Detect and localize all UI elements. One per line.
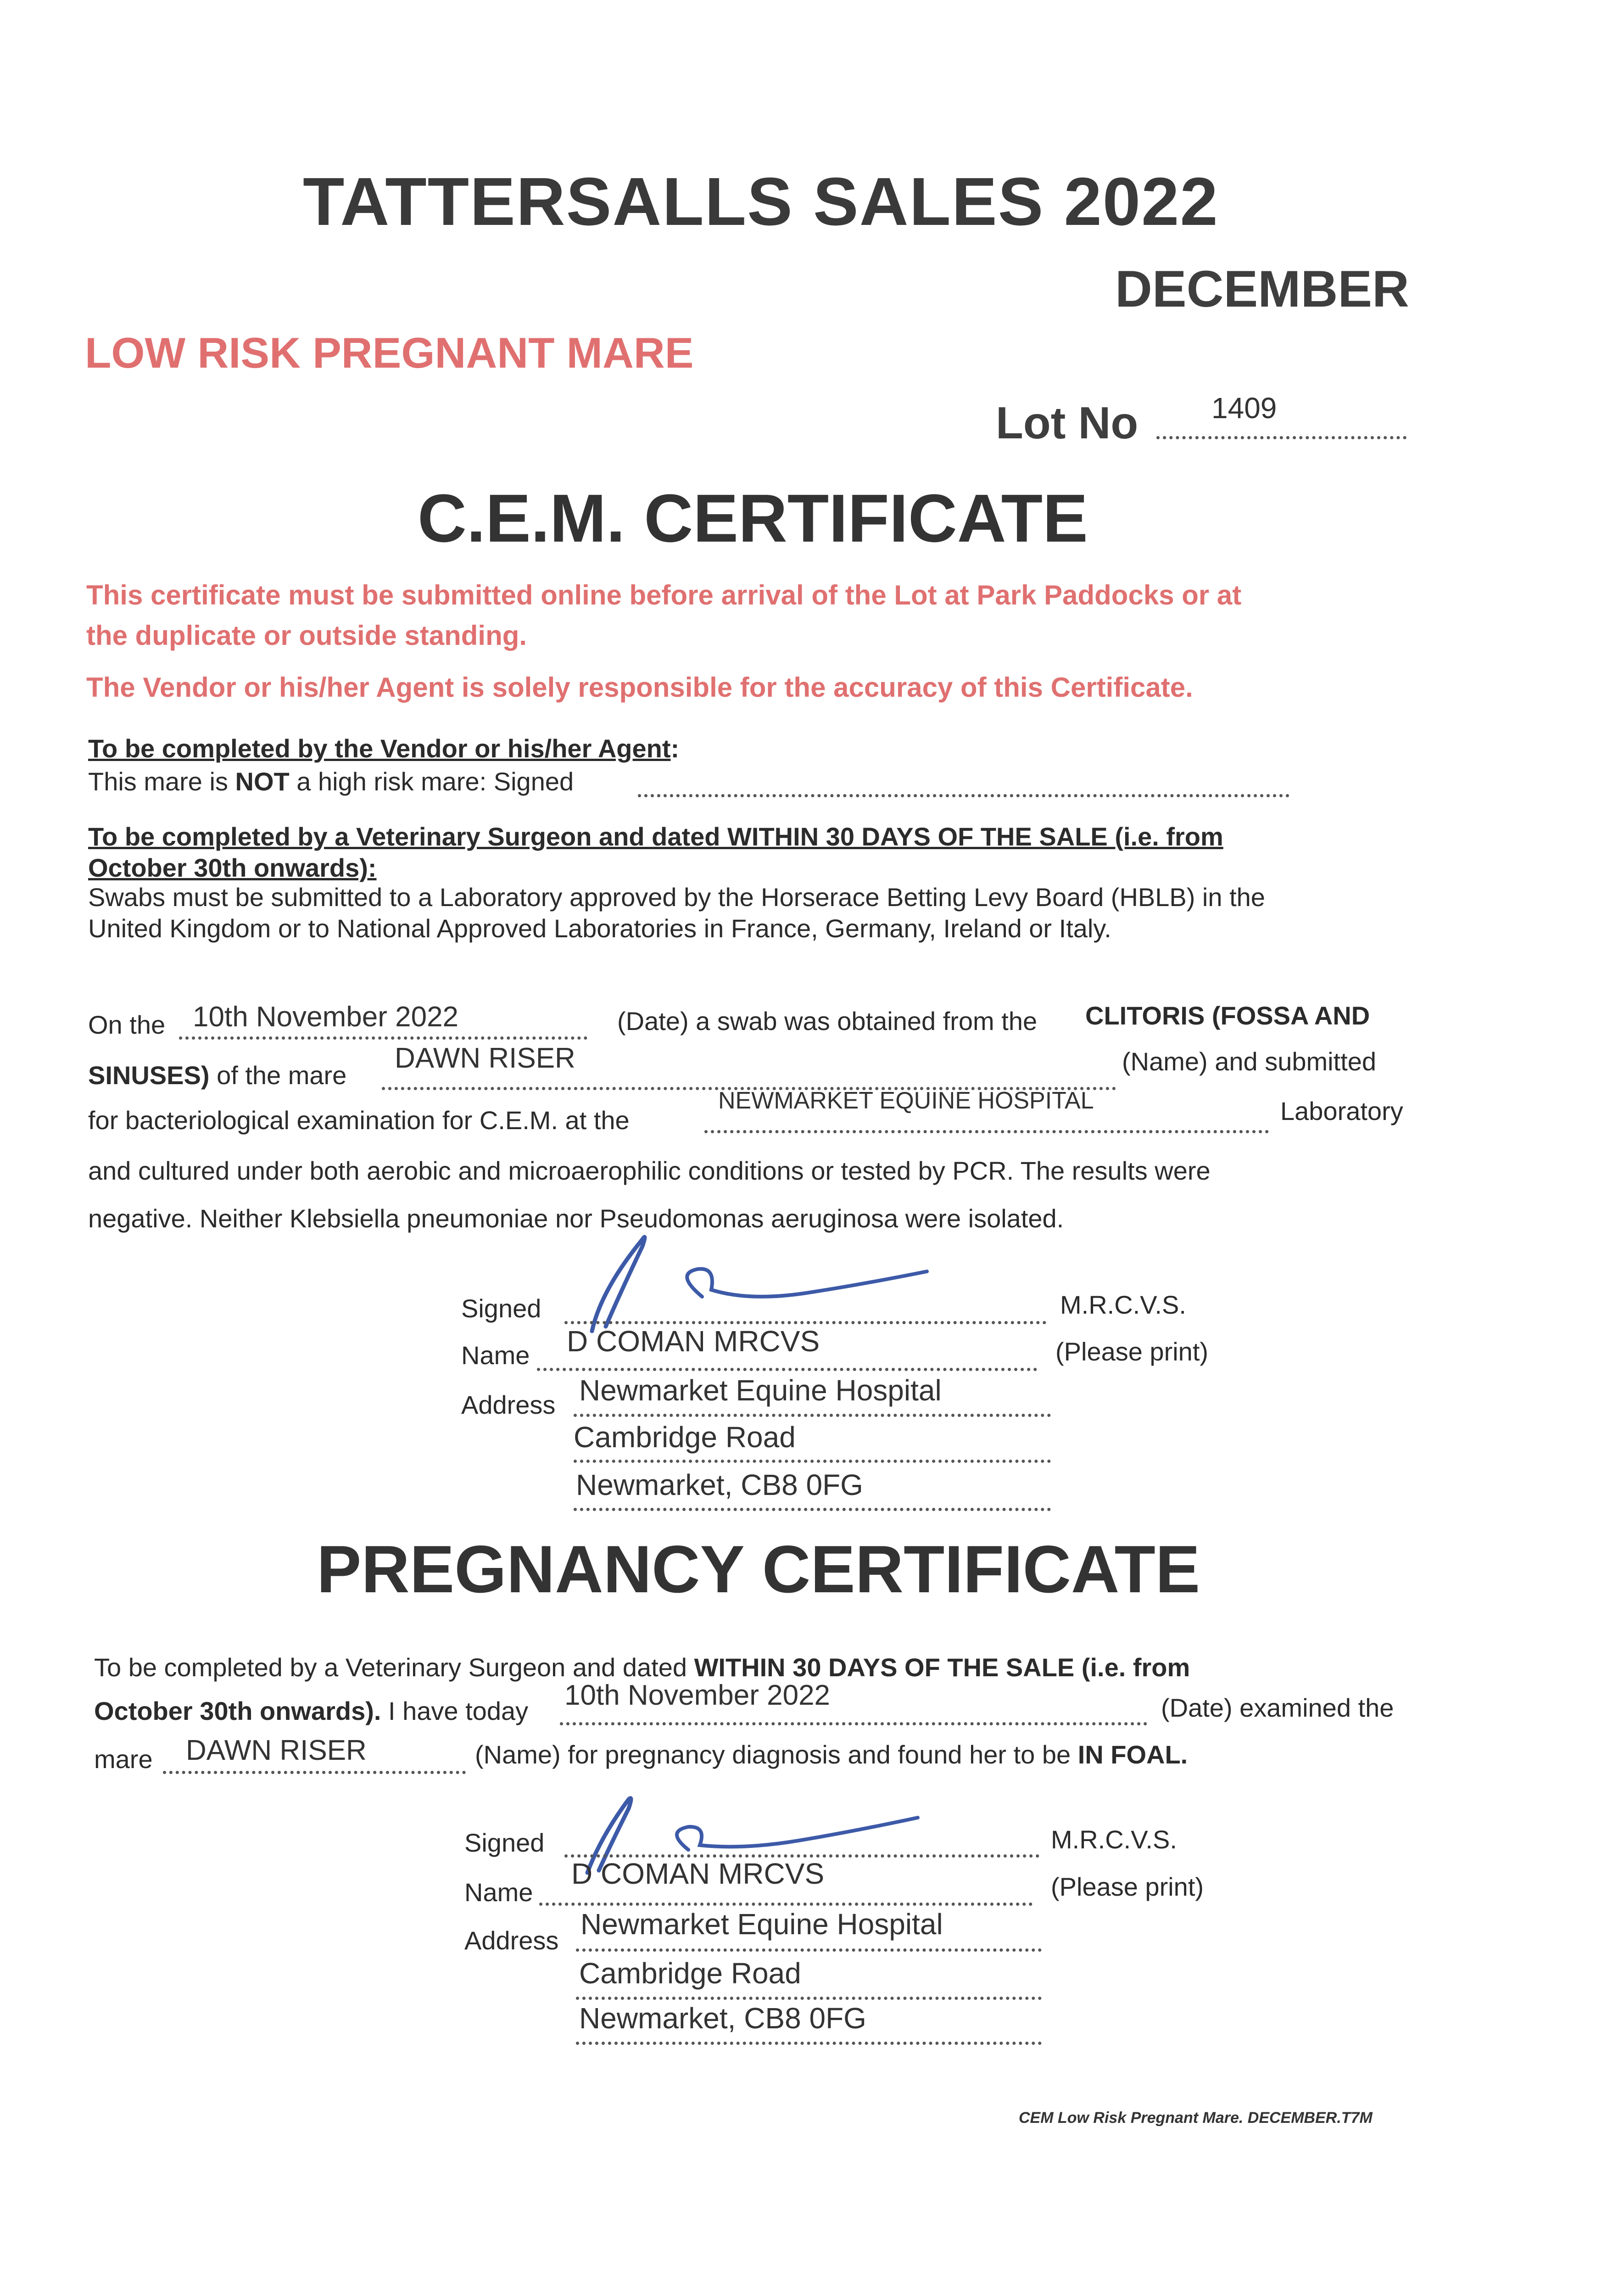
page-title: TATTERSALLS SALES 2022 <box>303 164 1219 240</box>
p-sinuses-line: SINUSES) of the mare <box>88 1061 347 1090</box>
preg-signed-label: Signed <box>464 1828 545 1857</box>
cem-address-line-1 <box>574 1414 1051 1417</box>
responsibility-notice: The Vendor or his/her Agent is solely responsible for the accuracy of this Certificate. <box>86 672 1193 703</box>
cem-name-label: Name <box>461 1341 530 1370</box>
preg-address-2: Cambridge Road <box>579 1957 801 1990</box>
swab-date-line <box>179 1036 587 1040</box>
preg-address-label: Address <box>464 1926 559 1955</box>
preg-name-line <box>539 1903 1032 1906</box>
swab-instructions: Swabs must be submitted to a Laboratory approved by the Horserace Betting Levy Board (HBLB) in the <box>88 883 1265 912</box>
laboratory-line <box>704 1130 1269 1133</box>
p-bacterio: for bacteriological examination for C.E.M. at the <box>88 1106 630 1135</box>
p-clitoris: CLITORIS (FOSSA AND <box>1085 1001 1370 1030</box>
exam-date-line <box>560 1722 1147 1725</box>
cem-address-line-2 <box>574 1460 1051 1463</box>
preg-address-line-1 <box>576 1948 1042 1952</box>
submission-notice: This certificate must be submitted online before arrival of the Lot at Park Paddocks or at <box>86 580 1242 610</box>
p-date-text: (Date) a swab was obtained from the <box>617 1007 1038 1036</box>
cem-certificate-heading: C.E.M. CERTIFICATE <box>418 481 1088 556</box>
cem-please-print: (Please print) <box>1055 1337 1209 1366</box>
p-on-the: On the <box>88 1010 166 1039</box>
laboratory-name: NEWMARKET EQUINE HOSPITAL <box>718 1087 1094 1114</box>
submission-notice-cont: the duplicate or outside standing. <box>86 620 527 651</box>
cem-signed-label: Signed <box>461 1294 541 1323</box>
preg-mare-line <box>163 1771 466 1774</box>
vet-heading-cont: October 30th onwards): <box>88 853 377 882</box>
cem-address-1: Newmarket Equine Hospital <box>579 1374 942 1407</box>
preg-address-line-3 <box>576 2042 1042 2045</box>
vendor-declaration: This mare is NOT a high risk mare: Signed <box>88 767 574 796</box>
form-code: CEM Low Risk Pregnant Mare. DECEMBER.T7M <box>1019 2109 1373 2127</box>
preg-address-1: Newmarket Equine Hospital <box>580 1908 943 1941</box>
preg-address-3: Newmarket, CB8 0FG <box>579 2002 866 2035</box>
p-cultured: and cultured under both aerobic and microaerophilic conditions or tested by PCR. The results were <box>88 1156 1211 1185</box>
preg-please-print: (Please print) <box>1051 1872 1204 1901</box>
preg-name-label: Name <box>464 1878 533 1907</box>
preg-mare-label: mare <box>94 1745 153 1774</box>
p-negative: negative. Neither Klebsiella pneumoniae nor Pseudomonas aeruginosa were isolated. <box>88 1204 1064 1233</box>
lot-dotted-line <box>1156 436 1406 439</box>
vendor-heading: To be completed by the Vendor or his/her Agent: <box>88 734 680 763</box>
vendor-signature-line[interactable] <box>638 794 1289 797</box>
preg-date-text: (Date) examined the <box>1161 1693 1394 1722</box>
preg-line-1: To be completed by a Veterinary Surgeon and dated WITHIN 30 DAYS OF THE SALE (i.e. from <box>94 1653 1190 1682</box>
cem-name-line <box>537 1368 1037 1371</box>
cem-mrcvs: M.R.C.V.S. <box>1060 1290 1186 1319</box>
preg-mrcvs: M.R.C.V.S. <box>1051 1825 1177 1854</box>
p-name-submitted: (Name) and submitted <box>1122 1047 1377 1076</box>
cem-address-2: Cambridge Road <box>574 1421 796 1454</box>
p-laboratory: Laboratory <box>1280 1097 1403 1125</box>
preg-mare-name: DAWN RISER <box>186 1735 367 1766</box>
swab-instructions-cont: United Kingdom or to National Approved Laboratories in France, Germany, Ireland or Italy. <box>88 914 1111 943</box>
exam-date: 10th November 2022 <box>564 1679 831 1711</box>
vet-heading: To be completed by a Veterinary Surgeon and dated WITHIN 30 DAYS OF THE SALE (i.e. from <box>88 822 1223 851</box>
cem-address-line-3 <box>574 1508 1051 1511</box>
cem-vet-name: D COMAN MRCVS <box>567 1325 820 1358</box>
cem-address-3: Newmarket, CB8 0FG <box>576 1468 863 1501</box>
cem-address-label: Address <box>461 1390 556 1419</box>
swab-date: 10th November 2022 <box>193 1001 459 1033</box>
cem-signature-line[interactable] <box>564 1321 1046 1324</box>
preg-address-line-2 <box>576 1997 1042 2000</box>
lot-label: Lot No <box>996 397 1138 448</box>
lot-number: 1409 <box>1211 392 1277 425</box>
preg-line-2: October 30th onwards). I have today <box>94 1696 529 1725</box>
pregnancy-certificate-heading: PREGNANCY CERTIFICATE <box>317 1532 1200 1606</box>
mare-name: DAWN RISER <box>395 1042 575 1074</box>
preg-vet-name: D COMAN MRCVS <box>571 1857 825 1890</box>
preg-line-3: (Name) for pregnancy diagnosis and found her to be IN FOAL. <box>475 1740 1188 1769</box>
sale-month: DECEMBER <box>1115 260 1409 318</box>
category-label: LOW RISK PREGNANT MARE <box>85 329 694 377</box>
